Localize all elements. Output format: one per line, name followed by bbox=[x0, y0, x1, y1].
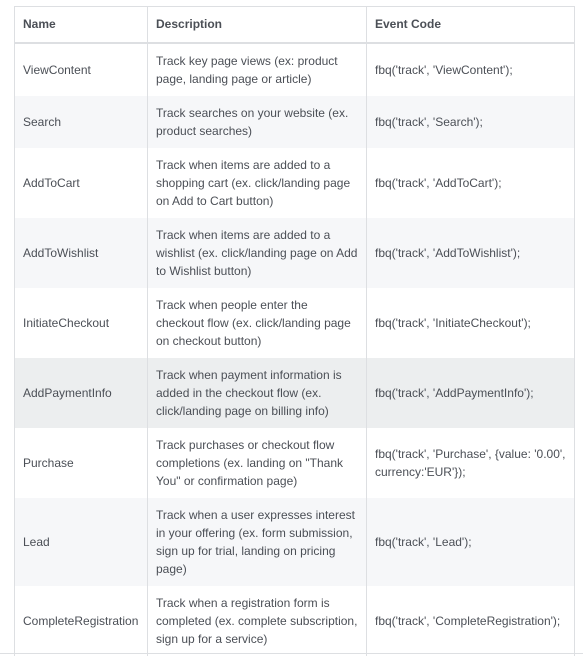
cell-event-code: fbq('track', 'Lead'); bbox=[367, 498, 575, 586]
cell-event-code: fbq('track', 'AddPaymentInfo'); bbox=[367, 358, 575, 428]
cell-description: Track when items are added to a wishlist (ex. click/landing page on Add to Wishlist button) bbox=[148, 218, 367, 288]
cell-description: Track key page views (ex: product page, landing page or article) bbox=[148, 43, 367, 96]
cell-description: Track when a registration form is completed (ex. complete subscription, sign up for a service) bbox=[148, 586, 367, 656]
cell-event-code: fbq('track', 'Purchase', {value: '0.00', currency:'EUR'}); bbox=[367, 428, 575, 498]
cell-event-code: fbq('track', 'AddToWishlist'); bbox=[367, 218, 575, 288]
table-row bbox=[15, 586, 575, 656]
cell-description: Track purchases or checkout flow completions (ex. landing on "Thank You" or confirmation page) bbox=[148, 428, 367, 498]
cell-description: Track when items are added to a shopping cart (ex. click/landing page on Add to Cart button) bbox=[148, 148, 367, 218]
table-row bbox=[15, 148, 575, 218]
cell-name: Search bbox=[15, 96, 148, 148]
cell-event-code: fbq('track', 'Search'); bbox=[367, 96, 575, 148]
cell-name: Lead bbox=[15, 498, 148, 586]
header-name: Name bbox=[15, 7, 148, 43]
cell-name: Purchase bbox=[15, 428, 148, 498]
cell-name: InitiateCheckout bbox=[15, 288, 148, 358]
header-description: Description bbox=[148, 7, 367, 43]
cell-name: AddToCart bbox=[15, 148, 148, 218]
cell-name: AddToWishlist bbox=[15, 218, 148, 288]
table-row bbox=[15, 498, 575, 586]
cell-event-code: fbq('track', 'ViewContent'); bbox=[367, 43, 575, 96]
table-row bbox=[15, 358, 575, 428]
standard-events-table-container bbox=[14, 6, 574, 656]
cell-name: AddPaymentInfo bbox=[15, 358, 148, 428]
cell-description: Track when a user expresses interest in your offering (ex. form submission, sign up for trial, landing on pricing page) bbox=[148, 498, 367, 586]
cell-event-code: fbq('track', 'InitiateCheckout'); bbox=[367, 288, 575, 358]
table-row bbox=[15, 218, 575, 288]
cell-name: CompleteRegistration bbox=[15, 586, 148, 656]
bottom-divider bbox=[0, 653, 583, 654]
cell-description: Track when payment information is added in the checkout flow (ex. click/landing page on billing info) bbox=[148, 358, 367, 428]
table-row bbox=[15, 43, 575, 96]
table-row bbox=[15, 288, 575, 358]
cell-description: Track searches on your website (ex. product searches) bbox=[148, 96, 367, 148]
table-body bbox=[15, 43, 575, 656]
cell-event-code: fbq('track', 'CompleteRegistration'); bbox=[367, 586, 575, 656]
cell-description: Track when people enter the checkout flow (ex. click/landing page on checkout button) bbox=[148, 288, 367, 358]
table-header bbox=[15, 7, 575, 43]
cell-event-code: fbq('track', 'AddToCart'); bbox=[367, 148, 575, 218]
header-row bbox=[15, 7, 575, 43]
cell-name: ViewContent bbox=[15, 43, 148, 96]
header-event-code: Event Code bbox=[367, 7, 575, 43]
table-row bbox=[15, 96, 575, 148]
table-row bbox=[15, 428, 575, 498]
standard-events-table bbox=[14, 6, 575, 656]
